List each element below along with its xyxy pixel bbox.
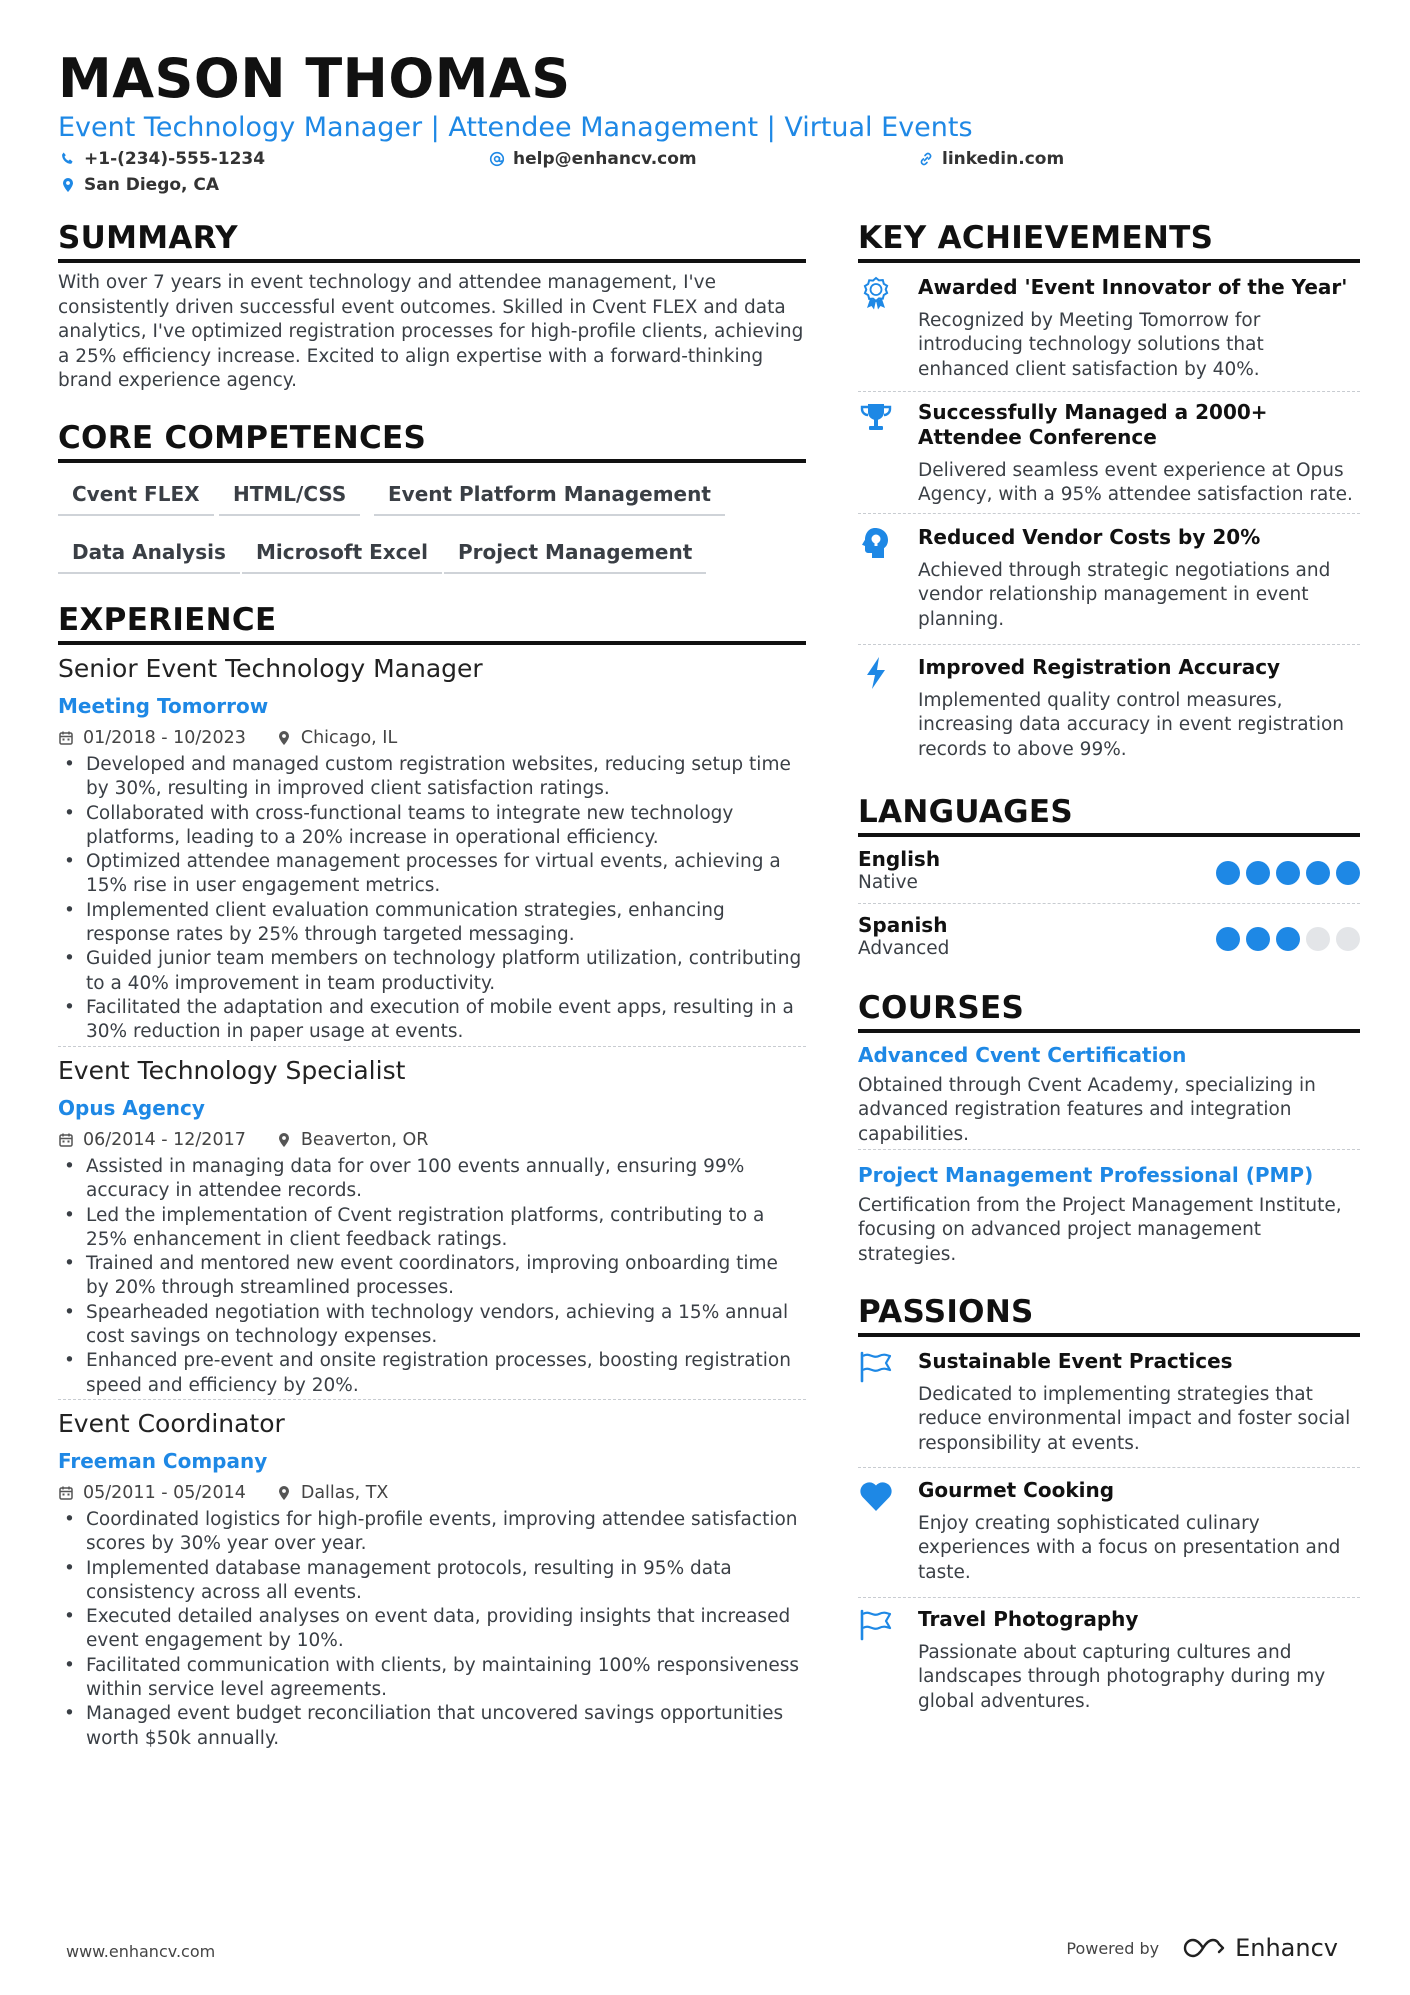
courses-heading: COURSES [858, 990, 1025, 1026]
course-text: Certification from the Project Management Institute, focusing on advanced project management strategies. [858, 1195, 1342, 1265]
language-rating [1216, 861, 1360, 885]
rating-dot-empty [1306, 927, 1330, 951]
brand-name: Enhancv [1235, 1934, 1338, 1962]
entry-divider [58, 1399, 806, 1400]
rating-dot-filled [1306, 861, 1330, 885]
language-level: Native [858, 872, 918, 893]
contact-phone[interactable] [60, 148, 265, 170]
skill-chip: Project Management [444, 534, 706, 574]
job-bullet: • Implemented database management protocols, resulting in 95% data consistency across all events. [58, 1557, 806, 1606]
job-bullet: • Optimized attendee management processes for virtual events, achieving a 15% rise in user engagement metrics. [58, 850, 806, 899]
calendar-icon [58, 1485, 74, 1501]
location-pin-icon [60, 177, 76, 193]
language-level: Advanced [858, 938, 950, 959]
job-meta [58, 1129, 806, 1151]
entry-divider [858, 903, 1360, 904]
entry-divider [858, 644, 1360, 645]
contact-linkedin[interactable] [918, 148, 1064, 170]
experience-heading: EXPERIENCE [58, 602, 277, 638]
course-text: Obtained through Cvent Academy, specializing in advanced registration features and integration capabilities. [858, 1075, 1316, 1145]
job-company[interactable]: Meeting Tomorrow [58, 694, 269, 718]
achievement-text: Recognized by Meeting Tomorrow for introducing technology solutions that enhanced client satisfaction by 40%. [918, 310, 1264, 380]
skill-chip: Event Platform Management [374, 476, 725, 516]
languages-heading: LANGUAGES [858, 794, 1073, 830]
email-text: help@enhancv.com [513, 149, 697, 169]
award-ribbon-icon [858, 275, 894, 311]
job-bullet: • Coordinated logistics for high-profile events, improving attendee satisfaction scores by 30% year over year. [58, 1508, 806, 1557]
enhancv-logo-icon [1183, 1936, 1227, 1960]
job-bullet: • Managed event budget reconciliation that uncovered savings opportunities worth $50k annually. [58, 1702, 806, 1751]
achievement-title: Awarded 'Event Innovator of the Year' [918, 275, 1348, 299]
powered-by-label: Powered by [1066, 1938, 1160, 1958]
achievement-item [858, 655, 1360, 762]
experience-entry [58, 1055, 806, 1398]
passions-heading: PASSIONS [858, 1294, 1034, 1330]
job-title: Event Technology Specialist [58, 1056, 406, 1085]
rating-dot-filled [1336, 861, 1360, 885]
job-bullet: • Executed detailed analyses on event data, providing insights that increased event engagement by 10%. [58, 1605, 806, 1654]
job-location: Chicago, IL [300, 728, 398, 748]
link-icon [918, 151, 934, 167]
trophy-icon [858, 400, 894, 436]
summary-heading: SUMMARY [58, 220, 238, 256]
course-title[interactable]: Project Management Professional (PMP) [858, 1163, 1314, 1187]
passion-title: Gourmet Cooking [918, 1478, 1115, 1502]
achievement-title: Improved Registration Accuracy [918, 655, 1281, 679]
competences-heading: CORE COMPETENCES [58, 420, 427, 456]
location-pin-icon [276, 1132, 292, 1148]
job-bullet: • Led the implementation of Cvent registration platforms, contributing to a 25% enhancement in client feedback ratings. [58, 1204, 806, 1253]
job-bullet: • Guided junior team members on technology platform utilization, contributing to a 40% improvement in team productivity. [58, 947, 806, 996]
job-bullet: • Collaborated with cross-functional teams to integrate new technology platforms, leading to a 20% increase in operational efficiency. [58, 802, 806, 851]
passion-text: Dedicated to implementing strategies that reduce environmental impact and foster social responsibility at events. [918, 1384, 1351, 1454]
rating-dot-filled [1246, 927, 1270, 951]
achievement-item [858, 400, 1360, 508]
passion-item [858, 1478, 1360, 1585]
footer-website[interactable]: www.enhancv.com [66, 1942, 216, 1961]
passion-item [858, 1607, 1360, 1714]
phone-text: +1-(234)-555-1234 [84, 149, 266, 169]
entry-divider [858, 1149, 1360, 1150]
entry-divider [858, 1467, 1360, 1468]
job-bullet: • Spearheaded negotiation with technology vendors, achieving a 15% annual cost savings on technology expenses. [58, 1301, 806, 1350]
rating-dot-filled [1216, 927, 1240, 951]
job-location: Beaverton, OR [300, 1130, 429, 1150]
phone-icon [60, 151, 76, 167]
experience-entry [58, 1408, 806, 1751]
calendar-icon [58, 730, 74, 746]
skill-chip: HTML/CSS [219, 476, 360, 516]
passion-title: Travel Photography [918, 1607, 1139, 1631]
job-bullets [58, 1155, 806, 1398]
job-company[interactable]: Freeman Company [58, 1449, 268, 1473]
contact-email[interactable] [489, 148, 697, 170]
summary-text: With over 7 years in event technology and attendee management, I've consistently driven successful event outcomes. Skilled in Cvent FLEX and data analytics, I've optimized registration processes for high-profile clients, achieving a 25% efficiency increase. Excited to align expertise with a forward-thinking brand experience agency. [58, 272, 804, 391]
job-dates: 06/2014 - 12/2017 [83, 1130, 246, 1150]
location-pin-icon [276, 1485, 292, 1501]
rating-dot-filled [1246, 861, 1270, 885]
achievement-text: Implemented quality control measures, increasing data accuracy in event registration records to above 99%. [918, 690, 1345, 760]
rating-dot-empty [1336, 927, 1360, 951]
summary-divider [58, 259, 806, 263]
achievement-item [858, 525, 1360, 632]
rating-dot-filled [1276, 861, 1300, 885]
job-title: Event Coordinator [58, 1409, 285, 1438]
skill-chip: Microsoft Excel [242, 534, 442, 574]
languages-divider [858, 833, 1360, 837]
language-item [858, 913, 1360, 961]
entry-divider [858, 391, 1360, 392]
flag-icon [858, 1607, 894, 1643]
competences-divider [58, 459, 806, 463]
candidate-subtitle: Event Technology Manager | Attendee Management | Virtual Events [58, 112, 973, 143]
calendar-icon [58, 1132, 74, 1148]
job-bullets [58, 753, 806, 1045]
experience-entry [58, 653, 806, 1045]
courses-divider [858, 1029, 1360, 1033]
achievement-title: Successfully Managed a 2000+ Attendee Conference [918, 400, 1268, 449]
course-title[interactable]: Advanced Cvent Certification [858, 1043, 1187, 1067]
job-dates: 01/2018 - 10/2023 [83, 728, 246, 748]
entry-divider [58, 1046, 806, 1047]
contact-location [60, 174, 219, 196]
heart-icon [858, 1478, 894, 1514]
experience-divider [58, 641, 806, 645]
entry-divider [858, 1597, 1360, 1598]
achievement-text: Achieved through strategic negotiations and vendor relationship management in event planning. [918, 560, 1331, 630]
job-bullet: • Implemented client evaluation communication strategies, enhancing response rates by 25% through targeted messaging. [58, 899, 806, 948]
job-bullet: • Facilitated communication with clients, by maintaining 100% responsiveness within service level agreements. [58, 1654, 806, 1703]
linkedin-text: linkedin.com [942, 149, 1065, 169]
job-bullet: • Developed and managed custom registration websites, reducing setup time by 30%, resulting in improved client satisfaction ratings. [58, 753, 806, 802]
passion-title: Sustainable Event Practices [918, 1349, 1233, 1373]
course-item [858, 1162, 1360, 1267]
location-text: San Diego, CA [84, 175, 220, 195]
achievements-heading: KEY ACHIEVEMENTS [858, 220, 1214, 256]
rating-dot-filled [1276, 927, 1300, 951]
job-bullet: • Trained and mentored new event coordinators, improving onboarding time by 20% through streamlined processes. [58, 1252, 806, 1301]
passions-divider [858, 1333, 1360, 1337]
job-bullet: • Facilitated the adaptation and execution of mobile event apps, resulting in a 30% reduction in paper usage at events. [58, 996, 806, 1045]
achievement-text: Delivered seamless event experience at Opus Agency, with a 95% attendee satisfaction rate. [918, 460, 1353, 506]
course-item [858, 1042, 1360, 1147]
job-dates: 05/2011 - 05/2014 [83, 1483, 246, 1503]
head-idea-icon [858, 525, 894, 561]
location-pin-icon [276, 730, 292, 746]
passion-text: Passionate about capturing cultures and landscapes through photography during my global adventures. [918, 1642, 1326, 1712]
footer-branding[interactable] [1066, 1934, 1338, 1962]
achievements-divider [858, 259, 1360, 263]
brand-logo [1183, 1934, 1338, 1962]
rating-dot-filled [1216, 861, 1240, 885]
language-rating [1216, 927, 1360, 951]
job-bullets [58, 1508, 806, 1751]
skill-chip: Data Analysis [58, 534, 240, 574]
passion-text: Enjoy creating sophisticated culinary experiences with a focus on presentation and taste. [918, 1513, 1341, 1583]
job-title: Senior Event Technology Manager [58, 654, 483, 683]
job-location: Dallas, TX [300, 1483, 389, 1503]
flag-icon [858, 1349, 894, 1385]
passion-item [858, 1349, 1360, 1456]
achievement-title: Reduced Vendor Costs by 20% [918, 525, 1261, 549]
at-sign-icon [489, 151, 505, 167]
job-bullet: • Enhanced pre-event and onsite registration processes, boosting registration speed and efficiency by 20%. [58, 1349, 806, 1398]
job-meta [58, 727, 806, 749]
achievement-item [858, 275, 1360, 382]
entry-divider [858, 513, 1360, 514]
lightning-bolt-icon [858, 655, 894, 691]
candidate-name: MASON THOMAS [58, 47, 571, 110]
job-meta [58, 1482, 806, 1504]
language-item [858, 847, 1360, 895]
skill-chip: Cvent FLEX [58, 476, 214, 516]
language-name: English [858, 847, 941, 871]
job-bullet: • Assisted in managing data for over 100 events annually, ensuring 99% accuracy in attendee records. [58, 1155, 806, 1204]
job-company[interactable]: Opus Agency [58, 1096, 205, 1120]
language-name: Spanish [858, 913, 948, 937]
